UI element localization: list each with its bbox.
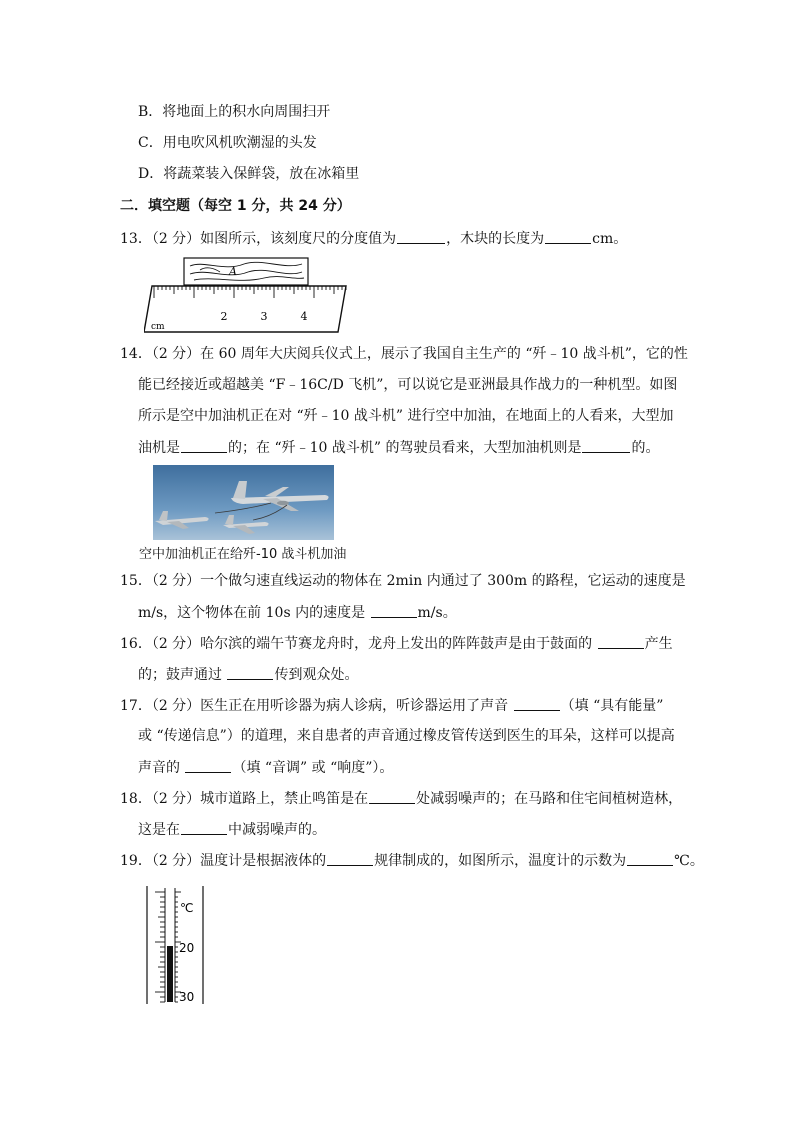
- q16-blank-1: [598, 635, 644, 649]
- q13-text-1: 13．（2 分）如图所示，该刻度尺的分度值为: [120, 231, 397, 247]
- q17-blank-1: [514, 697, 560, 711]
- q19-blank-2: [627, 852, 673, 866]
- q18-text-2b: 中减弱噪声的。: [228, 822, 326, 838]
- q18-text-2a: 这是在: [138, 822, 180, 838]
- q15-text-2b: m/s。: [417, 605, 457, 621]
- q18-blank-2: [181, 821, 227, 835]
- tick-label-2: 2: [220, 310, 228, 323]
- q14-text-4a: 油机是: [138, 440, 180, 456]
- q14-line-1: 14．（2 分）在 60 周年大庆阅兵仪式上，展示了我国自主生产的 “歼﹣10 战斗机”，它的性: [120, 346, 688, 362]
- q16-text-1a: 16．（2 分）哈尔滨的端午节赛龙舟时，龙舟上发出的阵阵鼓声是由于鼓面的: [120, 636, 597, 652]
- section-title: 二．填空题（每空 1 分，共 24 分）: [120, 198, 351, 214]
- thermometer-figure: [143, 884, 207, 1006]
- q19-text-1a: 19．（2 分）温度计是根据液体的: [120, 853, 327, 869]
- option-d: D．将蔬菜装入保鲜袋，放在冰箱里: [138, 166, 360, 182]
- q16-text-2a: 的；鼓声通过: [138, 667, 227, 683]
- q14-line-2: 能已经接近或超越美 “F﹣16C/D 飞机”，可以说它是亚洲最具作战力的一种机型。如图: [138, 377, 678, 393]
- tick-label-4: 4: [300, 310, 308, 323]
- q16-line-2: [138, 666, 358, 683]
- therm-label-20: 20: [179, 941, 195, 955]
- q15-blank: [371, 604, 417, 618]
- q17-line-3: [138, 759, 393, 776]
- q18-blank-1: [369, 790, 415, 804]
- q18-line-1: [120, 790, 682, 807]
- q14-line-3: 所示是空中加油机正在对 “歼﹣10 战斗机” 进行空中加油，在地面上的人看来，大型加: [138, 408, 674, 424]
- therm-label-30: 30: [179, 990, 195, 1004]
- q14-line-4: [138, 439, 659, 456]
- q19-text-1b: 规律制成的，如图所示，温度计的示数为: [374, 853, 627, 869]
- q16-line-1: [120, 635, 673, 652]
- q13-text-2: ，木块的长度为: [446, 231, 545, 247]
- q14-blank-1: [181, 439, 227, 453]
- tick-label-3: 3: [260, 310, 268, 323]
- q17-text-1a: 17．（2 分）医生正在用听诊器为病人诊病，听诊器运用了声音: [120, 698, 513, 714]
- q17-text-1b: （填 “具有能量”: [560, 698, 664, 714]
- q16-blank-2: [227, 666, 273, 680]
- q19-blank-1: [327, 852, 373, 866]
- q14-text-4b: 的；在 “歼﹣10 战斗机” 的驾驶员看来，大型加油机则是: [228, 440, 582, 456]
- question-13: [120, 230, 627, 247]
- q18-text-1b: 处减弱噪声的；在马路和住宅间植树造林，: [416, 791, 683, 807]
- option-b: B．将地面上的积水向周围扫开: [138, 104, 331, 120]
- q13-blank-1: [397, 230, 445, 244]
- q16-text-1b: 产生: [644, 636, 673, 652]
- q14-text-4c: 的。: [631, 440, 660, 456]
- q13-text-3: cm。: [592, 231, 628, 247]
- wood-block: [184, 258, 308, 285]
- liquid-column: [167, 946, 173, 1002]
- q19-line-1: [120, 852, 704, 869]
- q15-line-1: 15．（2 分）一个做匀速直线运动的物体在 2min 内通过了 300m 的路程，它运动的速度是: [120, 573, 686, 589]
- q18-text-1a: 18．（2 分）城市道路上，禁止鸣笛是在: [120, 791, 369, 807]
- q17-line-1: [120, 697, 663, 714]
- photo-caption: 空中加油机正在给歼-10 战斗机加油: [139, 547, 347, 562]
- ruler-figure: [144, 256, 348, 336]
- q15-text-2a: m/s，这个物体在前 10s 内的速度是: [138, 605, 370, 621]
- q17-text-3b: （填 “音调” 或 “响度”）。: [232, 760, 394, 776]
- q17-blank-2: [185, 759, 231, 773]
- q18-line-2: [138, 821, 326, 838]
- therm-unit: ℃: [180, 901, 194, 915]
- q16-text-2b: 传到观众处。: [274, 667, 359, 683]
- q17-line-2: 或 “传递信息”）的道理，来自患者的声音通过橡皮管传送到医生的耳朵，这样可以提高: [138, 728, 675, 744]
- q17-text-3a: 声音的: [138, 760, 185, 776]
- q13-blank-2: [545, 230, 591, 244]
- block-label: A: [229, 265, 237, 278]
- option-c: C．用电吹风机吹潮湿的头发: [138, 135, 317, 151]
- q14-blank-2: [582, 439, 630, 453]
- q19-text-1c: ℃。: [674, 853, 704, 869]
- q15-line-2: [138, 604, 457, 621]
- refueling-photo: [153, 465, 334, 540]
- ruler-unit-label: cm: [151, 322, 165, 332]
